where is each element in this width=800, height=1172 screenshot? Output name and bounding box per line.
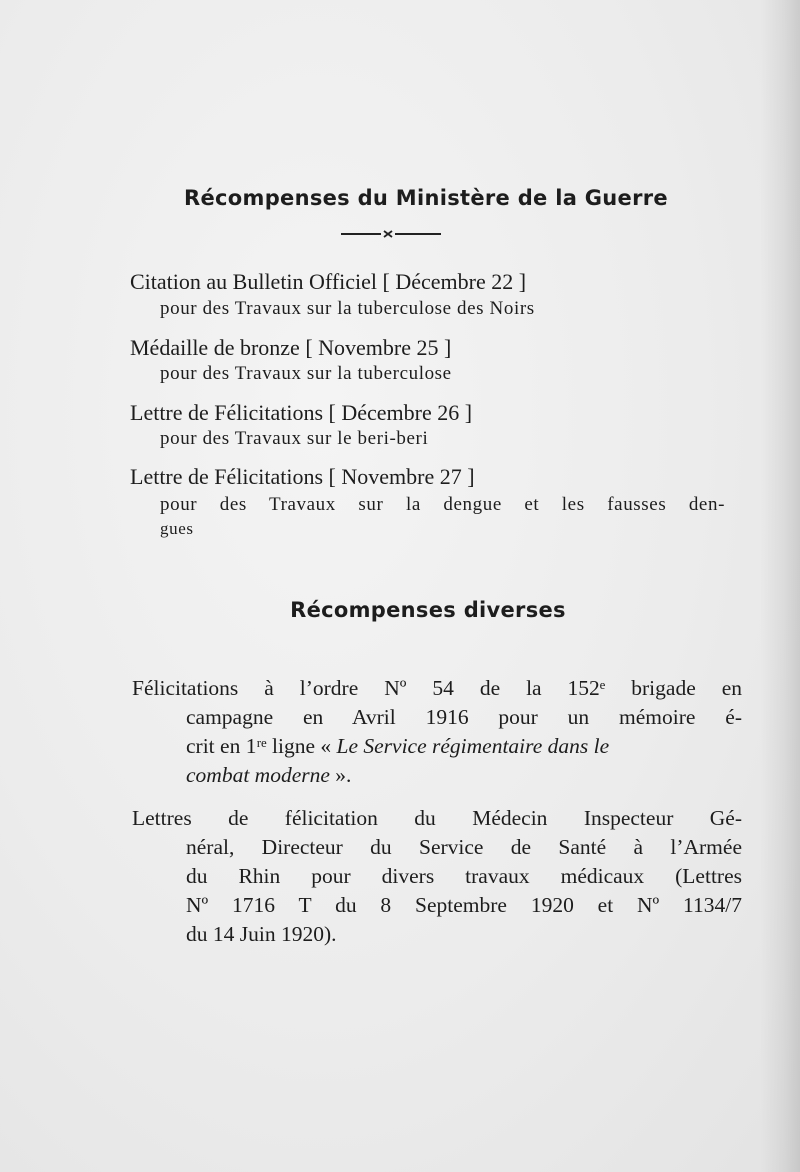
para1-line-4 (132, 761, 742, 790)
page-edge-shadow (760, 0, 800, 1172)
entry-title-4: Lettre de Félicitations [ Novembre 27 ] (130, 464, 475, 489)
entry-detail-1: pour des Travaux sur la tuberculose des Noirs (160, 298, 535, 319)
para1-line-4-suffix: ». (329, 763, 352, 787)
entry-title-3: Lettre de Félicitations [ Décembre 26 ] (130, 400, 473, 425)
para1-italic-title-part-2: combat moderne (186, 763, 330, 787)
para1-line-3-prefix: crit en 1ʳᵉ ligne « (186, 734, 337, 758)
para2-line-1: Lettres de félicitation du Médecin Inspecteur Gé- (132, 806, 742, 830)
para2-line-5: du 14 Juin 1920). (186, 922, 337, 946)
paragraph-felicitations-ordre (132, 674, 742, 790)
para2-line-2: néral, Directeur du Service de Santé à l’Armée (186, 835, 742, 859)
entry-detail-3: pour des Travaux sur le beri-beri (160, 428, 429, 449)
section-title-diverses: Récompenses diverses (290, 598, 566, 622)
para1-line-1: Félicitations à l’ordre Nº 54 de la 152ᵉ brigade en (132, 676, 742, 700)
ornament-divider (337, 224, 447, 244)
para2-line-3: du Rhin pour divers travaux médicaux (Lettres (186, 864, 742, 888)
entry-title-1: Citation au Bulletin Officiel [ Décembre 22 ] (130, 269, 527, 294)
para1-line-2: campagne en Avril 1916 pour un mémoire é- (186, 705, 742, 729)
para1-italic-title-part-1: Le Service régimentaire dans le (336, 734, 610, 758)
entry-detail-4-line-2: gues (160, 519, 194, 538)
para2-line-4: Nº 1716 T du 8 Septembre 1920 et Nº 1134/7 (186, 893, 742, 917)
entry-title-2: Médaille de bronze [ Novembre 25 ] (130, 335, 452, 360)
section-title-ministere: Récompenses du Ministère de la Guerre (184, 186, 668, 210)
para1-line-3 (132, 732, 742, 761)
entry-detail-4-line-1: pour des Travaux sur la dengue et les fausses den- (160, 494, 725, 515)
paragraph-lettres-felicitation (132, 804, 742, 949)
entry-detail-2: pour des Travaux sur la tuberculose (160, 363, 452, 384)
entry-detail-4 (160, 494, 725, 516)
